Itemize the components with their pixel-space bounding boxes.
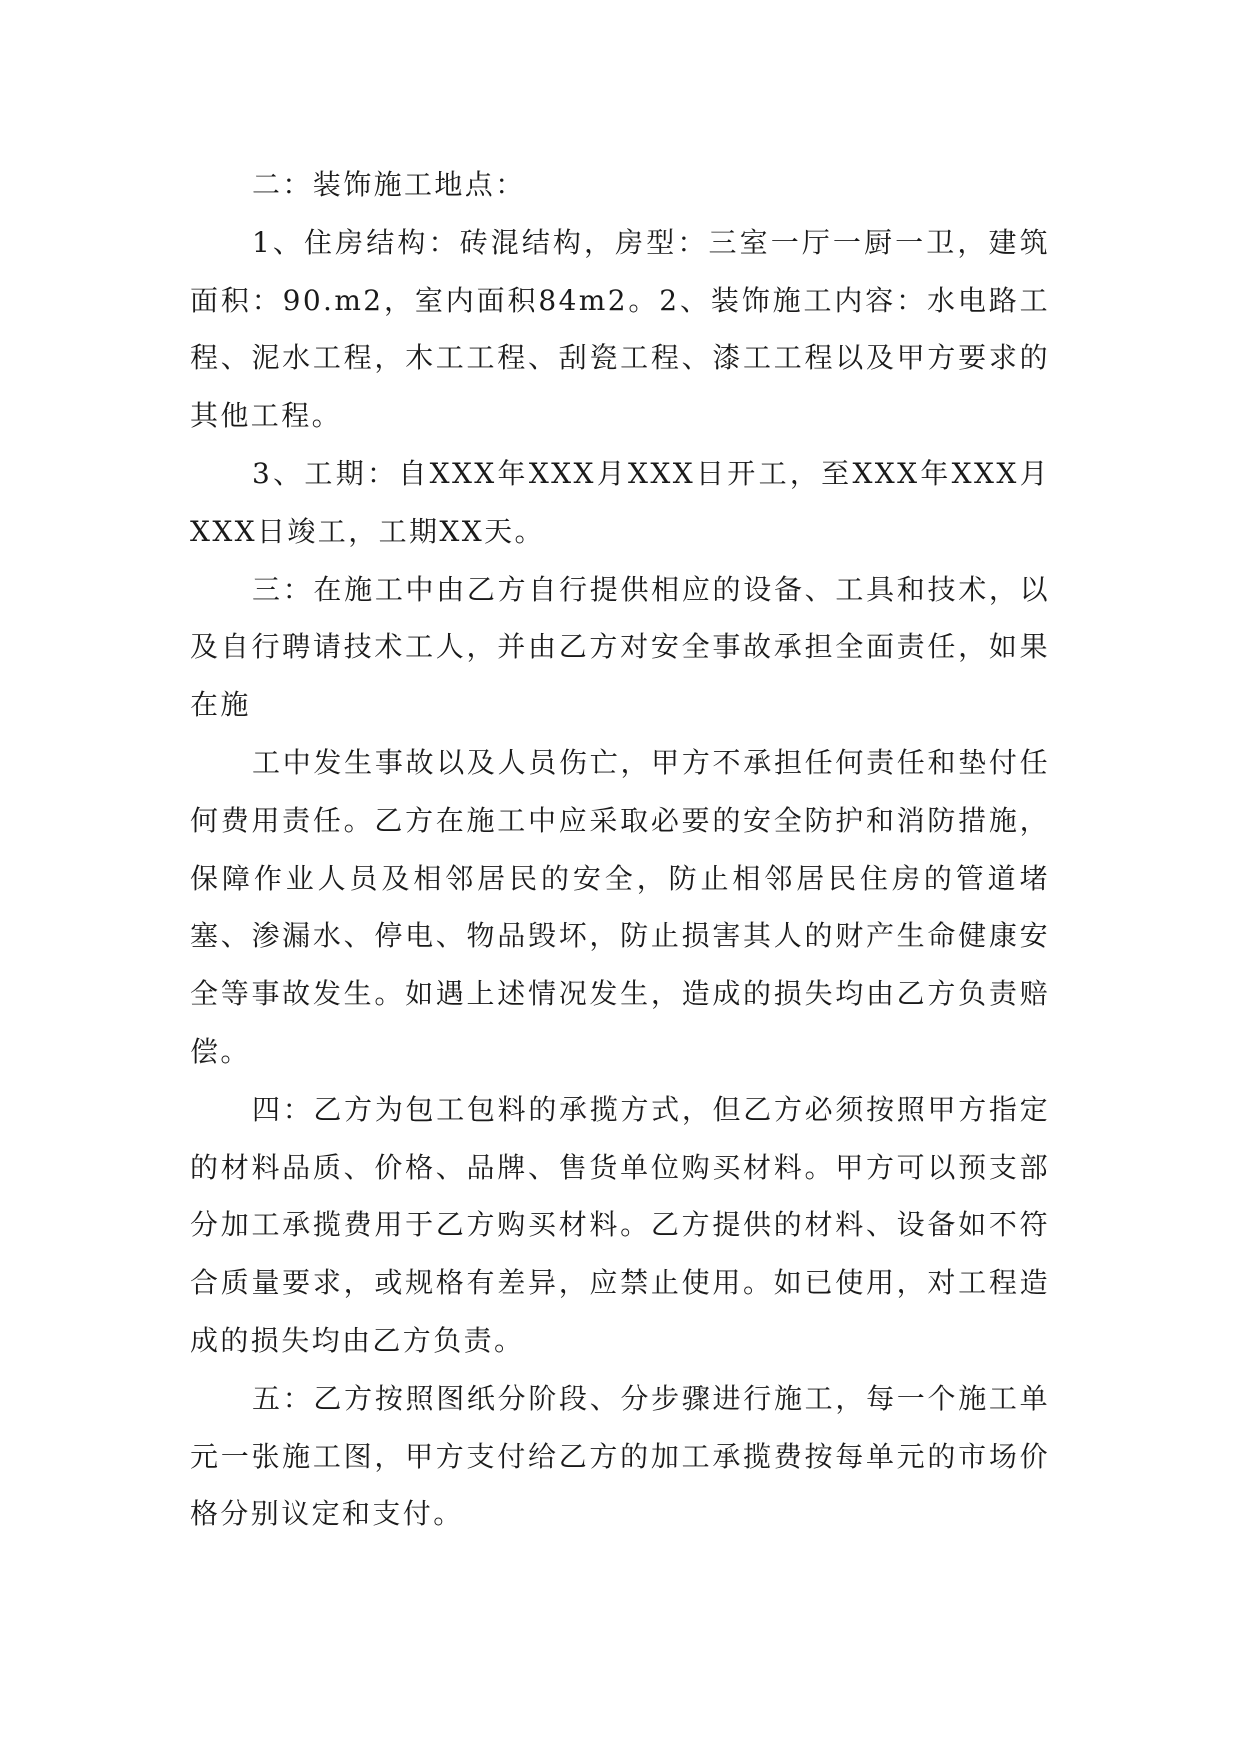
- paragraph-section-3: 三：在施工中由乙方自行提供相应的设备、工具和技术，以及自行聘请技术工人，并由乙方对安全事故承担全面责任，如果在施: [190, 572, 1050, 722]
- paragraph-structure-and-scope: 1、住房结构：砖混结构，房型：三室一厅一厨一卫，建筑面积：90.m2，室内面积84m2。2、装饰施工内容：水电路工程、泥水工程，木工工程、刮瓷工程、漆工工程以及甲方要求的其他工程。: [190, 225, 1050, 433]
- paragraph-schedule: 3、工期：自XXX年XXX月XXX日开工，至XXX年XXX月XXX日竣工，工期XX天。: [190, 456, 1050, 548]
- paragraph-section-3-continued: 工中发生事故以及人员伤亡，甲方不承担任何责任和垫付任何费用责任。乙方在施工中应采取必要的安全防护和消防措施，保障作业人员及相邻居民的安全，防止相邻居民住房的管道堵塞、渗漏水、停电、物品毁坏，防止损害其人的财产生命健康安全等事故发生。如遇上述情况发生，造成的损失均由乙方负责赔偿。: [190, 745, 1050, 1068]
- document-body: [190, 156, 1050, 1543]
- paragraph-section-4: 四：乙方为包工包料的承揽方式，但乙方必须按照甲方指定的材料品质、价格、品牌、售货单位购买材料。甲方可以预支部分加工承揽费用于乙方购买材料。乙方提供的材料、设备如不符合质量要求，或规格有差异，应禁止使用。如已使用，对工程造成的损失均由乙方负责。: [190, 1092, 1050, 1357]
- paragraph-section-5: 五：乙方按照图纸分阶段、分步骤进行施工，每一个施工单元一张施工图，甲方支付给乙方的加工承揽费按每单元的市场价格分别议定和支付。: [190, 1381, 1050, 1531]
- paragraph-section-2-heading: 二：装饰施工地点：: [252, 168, 526, 201]
